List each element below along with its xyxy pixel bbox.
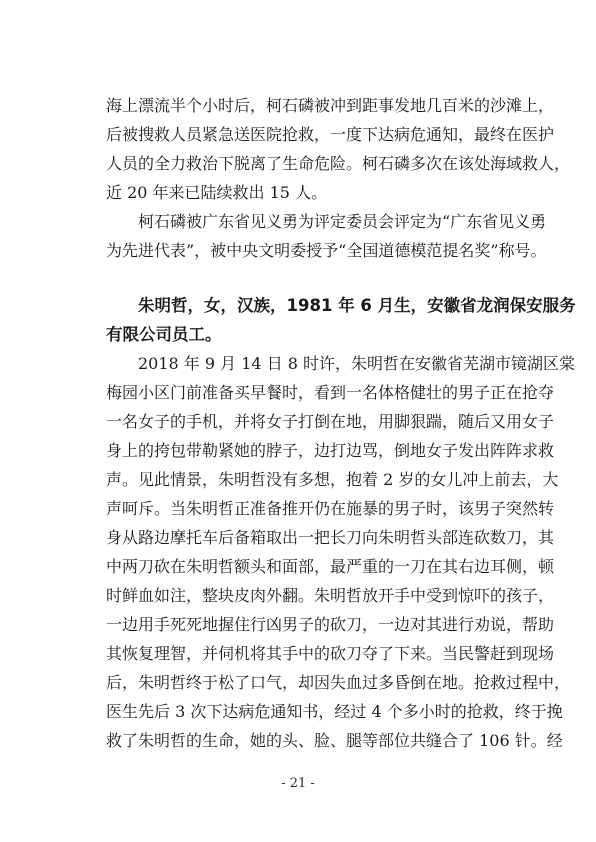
text-line: 人员的全力救治下脱离了生命危险。柯石磷多次在该处海域救人，: [106, 154, 571, 173]
text-line: 声。见此情景，朱明哲没有多想，抱着 2 岁的女儿冲上前去，大: [106, 470, 559, 489]
text-line: 其恢复理智，并伺机将其手中的砍刀夺了下来。当民警赶到现场: [106, 644, 555, 663]
text-line: 后，朱明哲终于松了口气，却因失血过多昏倒在地。抢救过程中，: [106, 673, 571, 692]
text-line: 声呵斥。当朱明哲正准备推开仍在施暴的男子时，该男子突然转: [106, 499, 555, 518]
text-line: 柯石磷被广东省见义勇为评定委员会评定为“广东省见义勇: [138, 212, 547, 231]
text-line: 身从路边摩托车后备箱取出一把长刀向朱明哲头部连砍数刀，其: [106, 528, 555, 547]
text-line: 医生先后 3 次下达病危通知书，经过 4 个多小时的抢救，终于挽: [106, 702, 563, 721]
text-line: 时鲜血如注，整块皮肉外翻。朱明哲放开手中受到惊吓的孩子，: [106, 586, 555, 605]
text-line: 救了朱明哲的生命，她的头、脸、腿等部位共缝合了 106 针。经: [106, 731, 563, 750]
text-line: 一名女子的手机，并将女子打倒在地，用脚狠踹，随后又用女子: [106, 412, 555, 431]
text-line: 为先进代表”，被中央文明委授予“全国道德模范提名奖”称号。: [106, 241, 547, 260]
heading-line: 朱明哲，女，汉族，1981 年 6 月生，安徽省龙润保安服务: [138, 296, 576, 315]
heading-line: 有限公司员工。: [106, 325, 222, 344]
text-line: 近 20 年来已陆续救出 15 人。: [106, 183, 328, 202]
text-line: 海上漂流半个小时后，柯石磷被冲到距事发地几百米的沙滩上，: [106, 96, 555, 115]
page-number: - 21 -: [281, 776, 315, 791]
text-line: 2018 年 9 月 14 日 8 时许，朱明哲在安徽省芜湖市镜湖区棠: [138, 354, 576, 373]
text-line: 身上的挎包带勒紧她的脖子，边打边骂，倒地女子发出阵阵求救: [106, 441, 555, 460]
text-line: 中两刀砍在朱明哲额头和面部，最严重的一刀在其右边耳侧，顿: [106, 557, 555, 576]
text-line: 一边用手死死地握住行凶男子的砍刀，一边对其进行劝说，帮助: [106, 615, 555, 634]
text-line: 梅园小区门前准备买早餐时，看到一名体格健壮的男子正在抢夺: [106, 383, 555, 402]
text-line: 后被搜救人员紧急送医院抢救，一度下达病危通知，最终在医护: [106, 125, 555, 144]
